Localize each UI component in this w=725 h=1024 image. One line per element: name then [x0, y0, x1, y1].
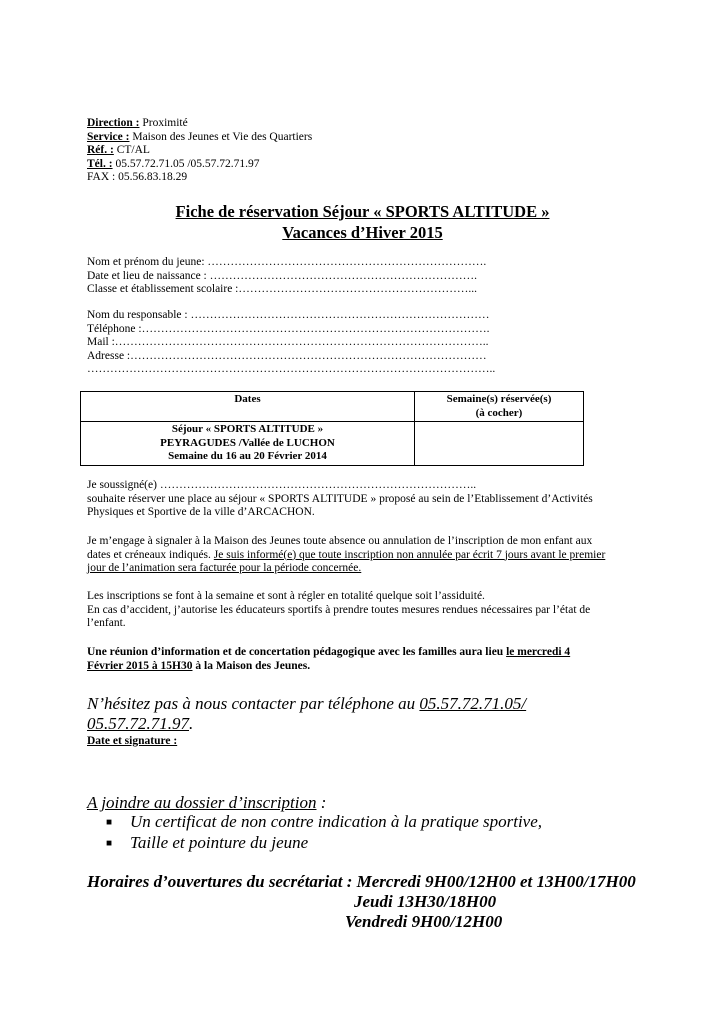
contact-line1: N’hésitez pas à nous contacter par téléphone au 05.57.72.71.05/	[87, 694, 527, 713]
service-value: Maison des Jeunes et Vie des Quartiers	[129, 130, 313, 143]
header-dates: Dates	[81, 392, 415, 422]
engage-line1: Je m’engage à signaler à la Maison des Jeunes toute absence ou annulation de l’inscription de mon enfant aux	[87, 535, 593, 547]
souhaite-line2: Physiques et Sportive de la ville d’ARCACHON.	[87, 506, 315, 518]
sejour-name: Séjour « SPORTS ALTITUDE »	[171, 423, 324, 435]
horaires-line3: Vendredi 9H00/12H00	[345, 912, 503, 931]
signature-label: Date et signature :	[87, 735, 178, 747]
sejour-dates: Semaine du 16 au 20 Février 2014	[168, 450, 327, 462]
tel-value: 05.57.72.71.05 /05.57.72.71.97	[112, 157, 260, 170]
reservation-table	[80, 391, 584, 466]
soussigne-paragraph	[87, 479, 593, 520]
horaires-line2: Jeudi 13H30/18H00	[354, 892, 497, 911]
dossier-list	[106, 812, 542, 854]
field-nom-responsable[interactable]: Nom du responsable : ……………………………………………………………………	[87, 309, 490, 321]
fax-line: FAX : 05.56.83.18.29	[87, 171, 188, 183]
week-checkbox-cell[interactable]	[415, 422, 584, 466]
list-item: ■ Un certificat de non contre indication à la pratique sportive,	[106, 812, 543, 831]
jeune-fields	[87, 256, 486, 297]
engage-line3: jour de l’animation sera facturée pour la période concernée.	[87, 562, 362, 574]
tel-label: Tél. :	[87, 157, 113, 170]
reunion-line2: Février 2015 à 15H30 à la Maison des Jeunes.	[87, 659, 311, 672]
form-title-line1: Fiche de réservation Séjour « SPORTS ALTITUDE »	[175, 202, 550, 221]
direction-value: Proximité	[139, 117, 188, 129]
responsable-fields	[87, 309, 495, 377]
table-header-row	[81, 392, 584, 422]
form-title	[0, 201, 725, 243]
field-classe[interactable]: Classe et établissement scolaire :……………………………………………………...	[87, 283, 477, 295]
tel-line	[87, 158, 312, 172]
ref-value: CT/AL	[113, 144, 150, 156]
inscriptions-line3: l’enfant.	[87, 617, 126, 629]
table-row	[81, 422, 584, 466]
direction-label: Direction :	[87, 117, 140, 129]
ref-line	[87, 144, 312, 158]
phone-link-2[interactable]: 05.57.72.71.97	[87, 713, 189, 733]
sejour-cell	[81, 422, 415, 466]
field-adresse-suite[interactable]: ……………………………………………………………………………………………..	[87, 363, 496, 375]
engagement-paragraph	[87, 535, 605, 576]
field-mail[interactable]: Mail :……………………………………………………………………………………..	[87, 336, 489, 348]
field-telephone[interactable]: Téléphone :……………………………………………………………………………….	[87, 322, 490, 335]
sejour-location: PEYRAGUDES /Vallée de LUCHON	[160, 436, 335, 449]
field-nom-jeune[interactable]: Nom et prénom du jeune: ……………………………………………………………….	[87, 256, 487, 268]
service-line	[87, 131, 312, 145]
horaires-block	[0, 872, 725, 932]
reunion-line1: Une réunion d’information et de concertation pédagogique avec les familles aura lieu le mercredi 4	[87, 646, 571, 658]
service-label: Service :	[87, 130, 130, 143]
horaires-line1: Horaires d’ouvertures du secrétariat : Mercredi 9H00/12H00 et 13H00/17H00	[87, 872, 636, 891]
header-block	[87, 117, 312, 185]
inscriptions-paragraph	[87, 590, 590, 631]
reunion-paragraph	[87, 646, 570, 673]
dossier-heading: A joindre au dossier d’inscription :	[87, 793, 327, 812]
phone-link-1[interactable]: 05.57.72.71.05/	[419, 694, 527, 713]
field-adresse[interactable]: Adresse :…………………………………………………………………………………	[87, 349, 487, 362]
souhaite-line1: souhaite réserver une place au séjour « SPORTS ALTITUDE » proposé au sein de l’Etablissement d’Activités	[87, 492, 593, 505]
direction-line	[87, 117, 312, 131]
field-naissance[interactable]: Date et lieu de naissance : …………………………………………………………….	[87, 269, 477, 282]
header-semaines-line1: Semaine(s) réservée(s)	[446, 393, 552, 405]
contact-line2: 05.57.72.71.97.	[87, 713, 194, 733]
engage-line2: dates et créneaux indiqués. Je suis informé(e) que toute inscription non annulée par écrit 7 jours avant le premier	[87, 548, 606, 561]
field-soussigne[interactable]: Je soussigné(e) ………………………………………………………………………..	[87, 479, 477, 491]
header-semaines	[415, 392, 584, 422]
inscriptions-line1: Les inscriptions se font à la semaine et sont à régler en totalité quelque soit l’assiduité.	[87, 590, 485, 602]
bullet-square-icon: ■	[106, 817, 113, 829]
list-item: ■ Taille et pointure du jeune	[106, 832, 309, 852]
form-title-line2: Vacances d’Hiver 2015	[282, 223, 443, 242]
contact-block	[87, 694, 526, 733]
ref-label: Réf. :	[87, 144, 114, 156]
header-semaines-line2: (à cocher)	[475, 406, 523, 419]
inscriptions-line2: En cas d’accident, j’autorise les éducateurs sportifs à prendre toutes mesures rendues nécessaires par l’état de	[87, 603, 591, 616]
bullet-square-icon: ■	[106, 838, 113, 850]
